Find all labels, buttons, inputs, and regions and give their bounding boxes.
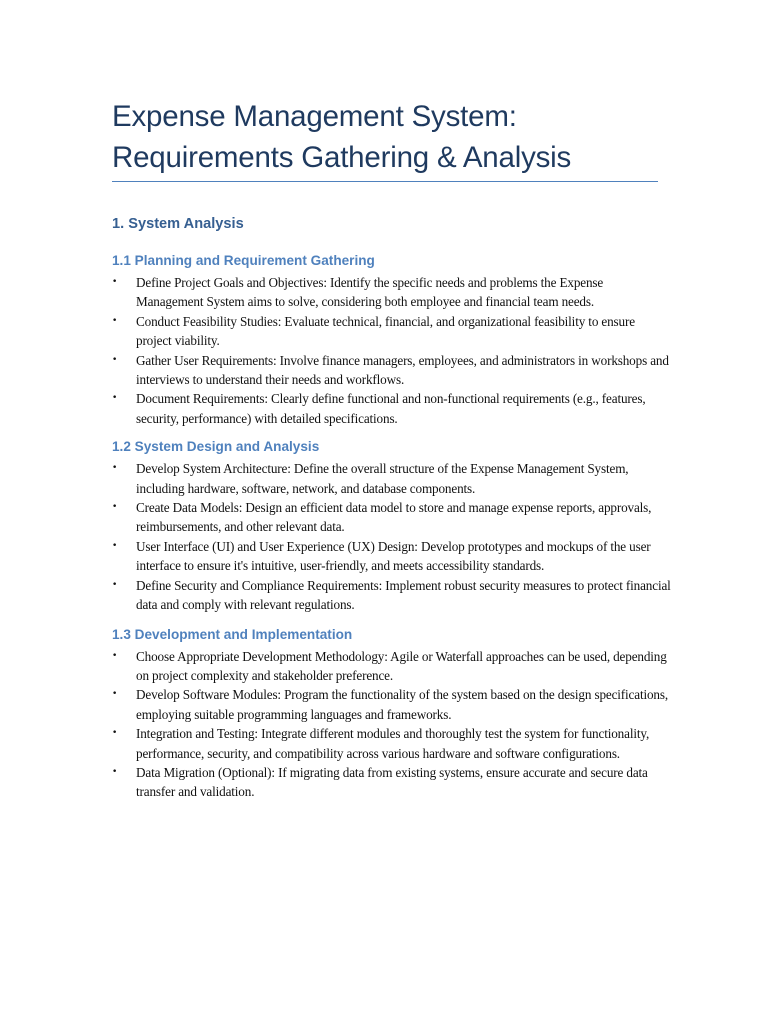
list-item-text: Choose Appropriate Development Methodology: Agile or Waterfall approaches can be used, depending on project complexity and stakeholder preference. <box>136 648 667 683</box>
list-item <box>112 576 672 615</box>
list-item <box>112 389 672 428</box>
subsection-heading-design: 1.2 System Design and Analysis <box>112 439 320 455</box>
bullet-icon: • <box>112 463 118 474</box>
list-item-text: Conduct Feasibility Studies: Evaluate technical, financial, and organizational feasibility to ensure project viability. <box>136 313 635 349</box>
bullet-icon: • <box>112 689 118 700</box>
page-title-line-2: Requirements Gathering & Analysis <box>112 141 572 174</box>
bullet-list-design <box>112 459 672 614</box>
subsection-heading-planning: 1.1 Planning and Requirement Gathering <box>112 253 375 268</box>
list-item-text: Define Project Goals and Objectives: Identify the specific needs and problems the Expense Management System aims to solve, considering both employee and financial team needs. <box>136 275 604 310</box>
list-item <box>112 647 672 686</box>
list-item-text: Data Migration (Optional): If migrating data from existing systems, ensure accurate and secure data transfer and validation. <box>136 764 648 800</box>
list-item <box>112 498 672 537</box>
list-item <box>112 459 672 498</box>
list-item <box>112 724 672 763</box>
bullet-icon: • <box>112 650 118 661</box>
document-body <box>112 210 672 802</box>
list-item-text: Develop Software Modules: Program the functionality of the system based on the design specifications, employing suitable programming languages and frameworks. <box>136 687 669 722</box>
list-item-text: Document Requirements: Clearly define functional and non-functional requirements (e.g., features, security, performance) with detailed specifications. <box>136 391 646 426</box>
bullet-icon: • <box>112 502 118 513</box>
list-item-text: Define Security and Compliance Requirements: Implement robust security measures to protect financial data and comply with relevant regulations. <box>136 577 671 613</box>
list-item <box>112 351 672 390</box>
bullet-icon: • <box>112 766 118 777</box>
title-divider <box>112 181 658 182</box>
list-item <box>112 685 672 724</box>
bullet-icon: • <box>112 393 118 404</box>
page-title-line-1: Expense Management System: <box>112 100 517 133</box>
subsection-heading-development: 1.3 Development and Implementation <box>112 626 353 642</box>
list-item-text: User Interface (UI) and User Experience (UX) Design: Develop prototypes and mockups of the user interface to ensure it's intuitive, user-friendly, and meets accessibility standards. <box>136 538 651 574</box>
bullet-icon: • <box>112 728 118 739</box>
bullet-icon: • <box>112 315 118 326</box>
list-item-text: Gather User Requirements: Involve finance managers, employees, and administrators in workshops and interviews to understand their needs and workflows. <box>136 352 669 388</box>
list-item-text: Integration and Testing: Integrate different modules and thoroughly test the system for functionality, performance, security, and compatibility across various hardware and software configurations. <box>136 726 650 761</box>
list-item <box>112 273 672 312</box>
list-item-text: Create Data Models: Design an efficient data model to store and manage expense reports, approvals, reimbursements, and other relevant data. <box>136 500 652 535</box>
page-title <box>112 96 672 178</box>
list-item <box>112 312 672 351</box>
bullet-list-development <box>112 647 672 802</box>
list-item <box>112 537 672 576</box>
bullet-icon: • <box>112 277 118 287</box>
bullet-icon: • <box>112 579 118 590</box>
section-heading-system-analysis: 1. System Analysis <box>112 216 244 232</box>
bullet-list-planning <box>112 273 672 428</box>
list-item <box>112 763 672 802</box>
list-item-text: Develop System Architecture: Define the overall structure of the Expense Management System, including hardware, software, network, and database components. <box>136 461 629 496</box>
bullet-icon: • <box>112 540 118 551</box>
bullet-icon: • <box>112 354 118 365</box>
